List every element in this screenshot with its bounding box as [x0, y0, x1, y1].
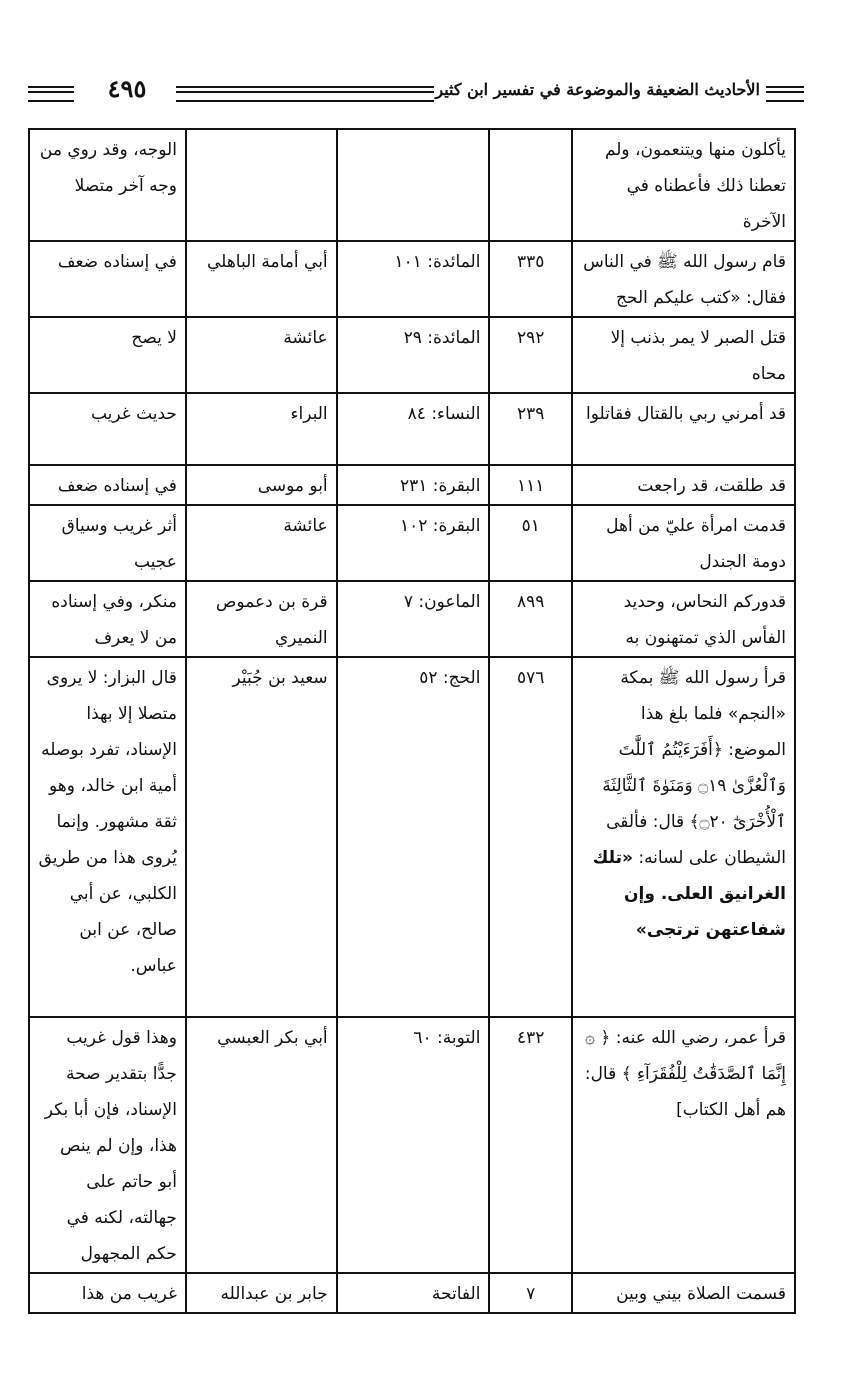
ruling-cell: وهذا قول غريب جدًّا بتقدير صحة الإسناد، فإن أبا بكر هذا، وإن لم ينص أبو حاتم على جهالته، لكنه في حكم المجهول — [29, 1017, 186, 1273]
reference-cell: البقرة: ٢٣١ — [337, 465, 490, 505]
narrator-cell: البراء — [186, 393, 337, 465]
hadith-text-cell: قتل الصبر لا يمر بذنب إلا محاه — [572, 317, 795, 393]
table-row — [29, 393, 795, 465]
ruling-cell: في إسناده ضعف — [29, 465, 186, 505]
running-header — [28, 74, 804, 108]
table-row — [29, 657, 795, 1017]
reference-cell: الماعون: ٧ — [337, 581, 490, 657]
hadith-text-cell: قدمت امرأة عليّ من أهل دومة الجندل — [572, 505, 795, 581]
table-row — [29, 317, 795, 393]
ruling-cell: الوجه، وقد روي من وجه آخر متصلا — [29, 129, 186, 241]
book-title: الأحاديث الضعيفة والموضوعة في تفسير ابن كثير — [435, 80, 760, 99]
hadith-text-cell: قرأ عمر، رضي الله عنه: ﴿ ۞ إِنَّمَا ٱلصَّدَقَٰتُ لِلْفُقَرَآءِ ﴾ قال: هم أهل الكتاب] — [572, 1017, 795, 1273]
hadith-text-emphasis: «تلك الغرانيق العلى. وإن شفاعتهن ترتجى» — [592, 848, 786, 940]
narrator-cell: جابر بن عبدالله — [186, 1273, 337, 1313]
reference-cell: البقرة: ١٠٢ — [337, 505, 490, 581]
table-row — [29, 1017, 795, 1273]
narrator-cell — [186, 129, 337, 241]
ruling-cell: قال البزار: لا يروى متصلا إلا بهذا الإسناد، تفرد بوصله أمية ابن خالد، وهو ثقة مشهور. وإنما يُروى هذا من طريق الكلبي، عن أبي صالح، عن ابن عباس. — [29, 657, 186, 1017]
narrator-cell: عائشة — [186, 505, 337, 581]
ruling-cell: غريب من هذا — [29, 1273, 186, 1313]
table-row — [29, 1273, 795, 1313]
header-rule-left — [28, 86, 74, 102]
number-cell: ٢٣٩ — [489, 393, 572, 465]
number-cell: ٧ — [489, 1273, 572, 1313]
number-cell — [489, 129, 572, 241]
ruling-cell: منكر، وفي إسناده من لا يعرف — [29, 581, 186, 657]
number-cell: ٣٣٥ — [489, 241, 572, 317]
narrator-cell: سعيد بن جُبَيْر — [186, 657, 337, 1017]
page-number: ٤٩٥ — [107, 74, 147, 103]
header-rule-right — [766, 86, 804, 102]
number-cell: ٢٩٢ — [489, 317, 572, 393]
hadith-text-cell: يأكلون منها ويتنعمون، ولم تعطنا ذلك فأعطناه في الآخرة — [572, 129, 795, 241]
reference-cell: المائدة: ٢٩ — [337, 317, 490, 393]
table-row — [29, 581, 795, 657]
table-row — [29, 241, 795, 317]
number-cell: ٨٩٩ — [489, 581, 572, 657]
table-row — [29, 505, 795, 581]
reference-cell: المائدة: ١٠١ — [337, 241, 490, 317]
narrator-cell: أبي بكر العبسي — [186, 1017, 337, 1273]
narrator-cell: أبي أمامة الباهلي — [186, 241, 337, 317]
table-row — [29, 129, 795, 241]
hadith-text-cell: قام رسول الله ﷺ في الناس فقال: «كتب عليكم الحج — [572, 241, 795, 317]
reference-cell — [337, 129, 490, 241]
narrator-cell: قرة بن دعموص النميري — [186, 581, 337, 657]
reference-cell: الحج: ٥٢ — [337, 657, 490, 1017]
hadith-text-cell: قسمت الصلاة بيني وبين — [572, 1273, 795, 1313]
hadith-text: قرأ رسول الله ﷺ بمكة «النجم» فلما بلغ هذا الموضع: ﴿أَفَرَءَيْتُمُ ٱللَّٰتَ وَٱلْعُزَّىٰ ۝١٩ وَمَنَوٰةَ ٱلثَّالِثَةَ ٱلْأُخْرَىٰٓ ۝٢٠﴾ قال: فألقى الشيطان على لسانه: — [602, 668, 786, 868]
ruling-cell: حديث غريب — [29, 393, 186, 465]
ruling-cell: في إسناده ضعف — [29, 241, 186, 317]
narrator-cell: عائشة — [186, 317, 337, 393]
narrator-cell: أبو موسى — [186, 465, 337, 505]
reference-cell: الفاتحة — [337, 1273, 490, 1313]
ruling-cell: أثر غريب وسياق عجيب — [29, 505, 186, 581]
hadith-text-cell: قد أمرني ربي بالقتال فقاتلوا — [572, 393, 795, 465]
hadith-table — [28, 128, 796, 1314]
hadith-text-cell — [572, 657, 795, 1017]
number-cell: ١١١ — [489, 465, 572, 505]
number-cell: ٥١ — [489, 505, 572, 581]
number-cell: ٤٣٢ — [489, 1017, 572, 1273]
header-rule-middle — [176, 86, 434, 102]
table-row — [29, 465, 795, 505]
reference-cell: النساء: ٨٤ — [337, 393, 490, 465]
ruling-cell: لا يصح — [29, 317, 186, 393]
hadith-text-cell: قد طلقت، قد راجعت — [572, 465, 795, 505]
hadith-text-cell: قدوركم النحاس، وحديد الفأس الذي تمتهنون به — [572, 581, 795, 657]
reference-cell: التوبة: ٦٠ — [337, 1017, 490, 1273]
number-cell: ٥٧٦ — [489, 657, 572, 1017]
